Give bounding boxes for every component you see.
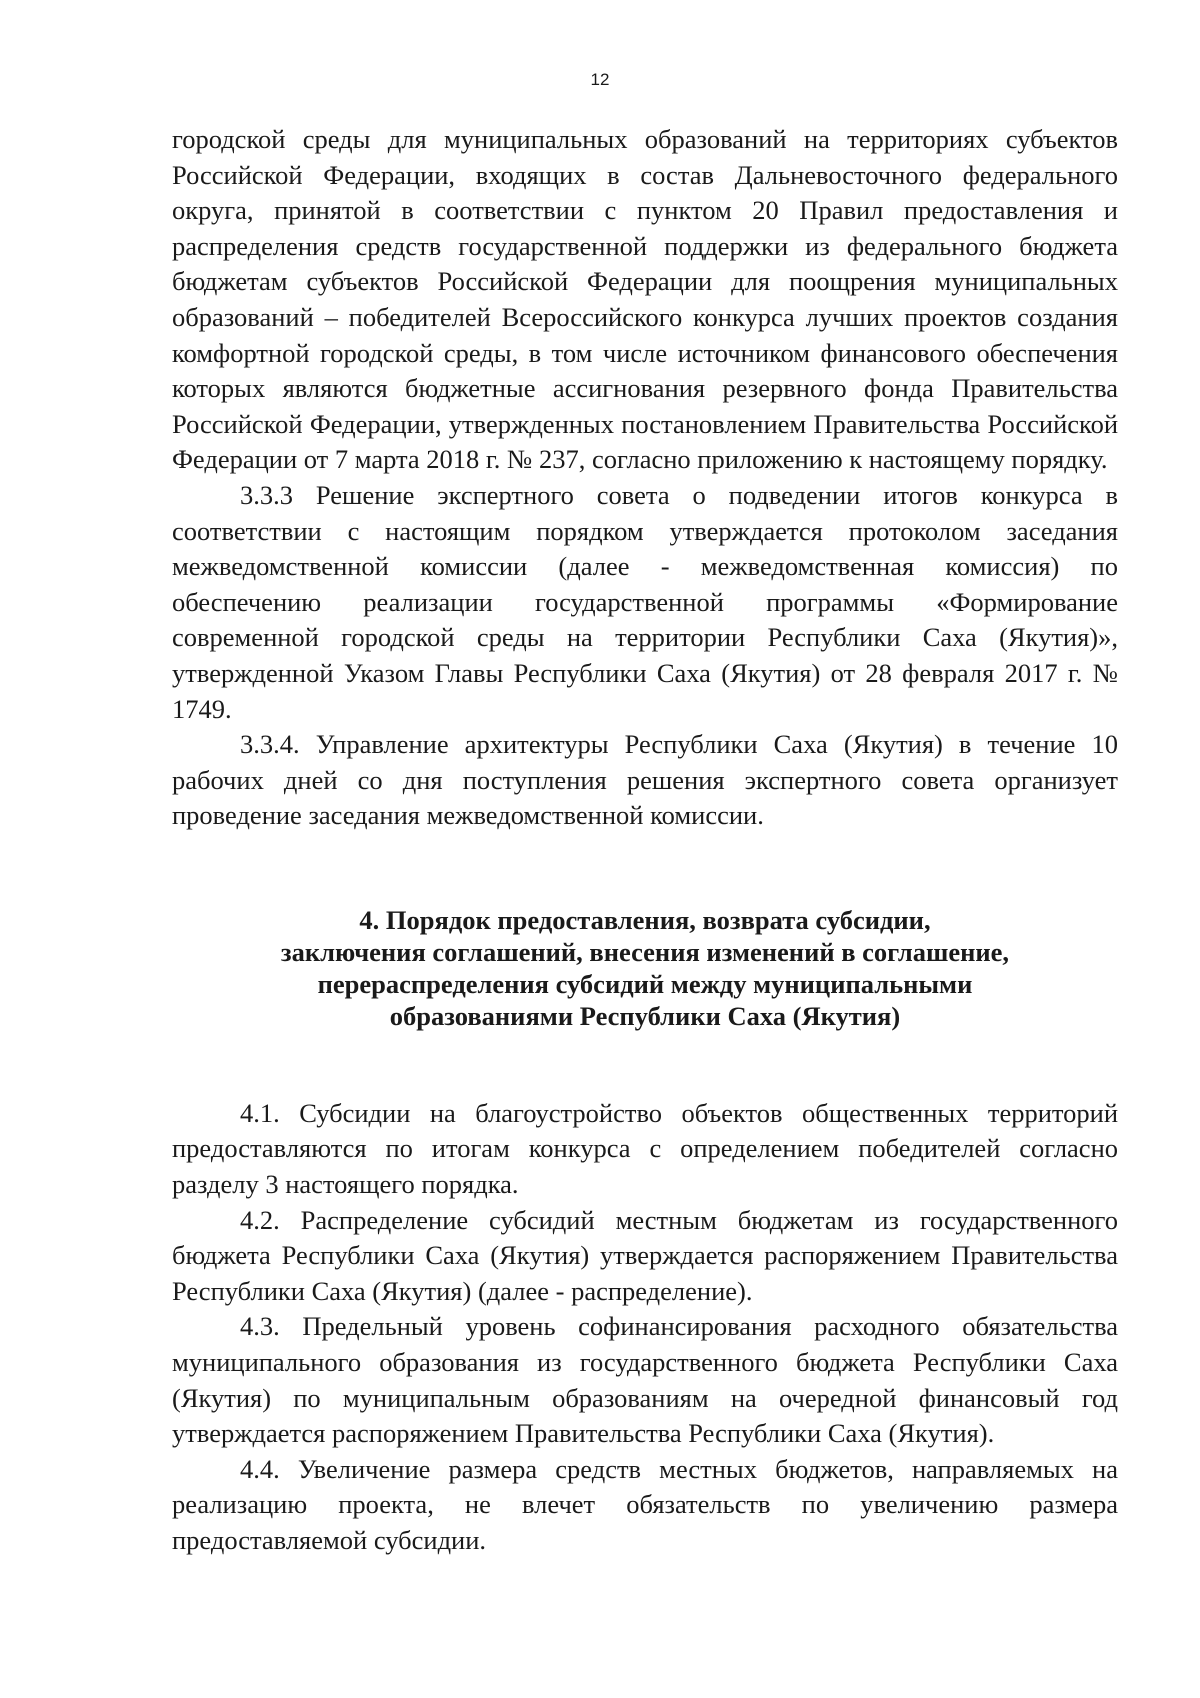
- clause-3-3-3: 3.3.3 Решение экспертного совета о подведении итогов конкурса в соответствии с настоящим порядком утверждается протоколом заседания межведомственной комиссии (далее - межведомственная комиссия) по обеспечению реализации государственной программы «Формирование современной городской среды на территории Республики Саха (Якутия)», утвержденной Указом Главы Республики Саха (Якутия) от 28 февраля 2017 г. № 1749.: [172, 479, 1118, 724]
- section-4-heading-line1: 4. Порядок предоставления, возврата субсидии,: [359, 904, 931, 935]
- page-number: 12: [590, 70, 610, 89]
- intro-paragraph: городской среды для муниципальных образований на территориях субъектов Российской Федерации, входящих в состав Дальневосточного федерального округа, принятой в соответствии с пунктом 20 Правил предоставления и распределения средств государственной поддержки из федерального бюджета бюджетам субъектов Российской Федерации для поощрения муниципальных образований – победителей Всероссийского конкурса лучших проектов создания комфортной городской среды, в том числе источником финансового обеспечения которых являются бюджетные ассигнования резервного фонда Правительства Российской Федерации, утвержденных постановлением Правительства Российской Федерации от 7 марта 2018 г. № 237, согласно приложению к настоящему порядку.: [172, 124, 1118, 475]
- clause-4-4: 4.4. Увеличение размера средств местных бюджетов, направляемых на реализацию проекта, не влечет обязательств по увеличению размера предоставляемой субсидии.: [172, 1453, 1118, 1555]
- document-body: [172, 122, 1118, 1559]
- section-4-heading-line4: образованиями Республики Саха (Якутия): [389, 1000, 901, 1031]
- section-4-heading-line3: перераспределения субсидий между муниципальными: [317, 968, 973, 999]
- clause-4-1: 4.1. Субсидии на благоустройство объектов общественных территорий предоставляются по итогам конкурса с определением победителей согласно разделу 3 настоящего порядка.: [172, 1097, 1118, 1200]
- section-4-heading: [172, 904, 1118, 1032]
- clause-3-3-4: 3.3.4. Управление архитектуры Республики Саха (Якутия) в течение 10 рабочих дней со дня поступления решения экспертного совета организует проведение заседания межведомственной комиссии.: [172, 729, 1118, 831]
- section-4-heading-line2: заключения соглашений, внесения изменений в соглашение,: [280, 936, 1010, 967]
- clause-4-2: 4.2. Распределение субсидий местным бюджетам из государственного бюджета Республики Саха (Якутия) утверждается распоряжением Правительства Республики Саха (Якутия) (далее - распределение).: [172, 1204, 1118, 1306]
- clause-4-3: 4.3. Предельный уровень софинансирования расходного обязательства муниципального образования из государственного бюджета Республики Саха (Якутия) по муниципальным образованиям на очередной финансовый год утверждается распоряжением Правительства Республики Саха (Якутия).: [172, 1311, 1118, 1449]
